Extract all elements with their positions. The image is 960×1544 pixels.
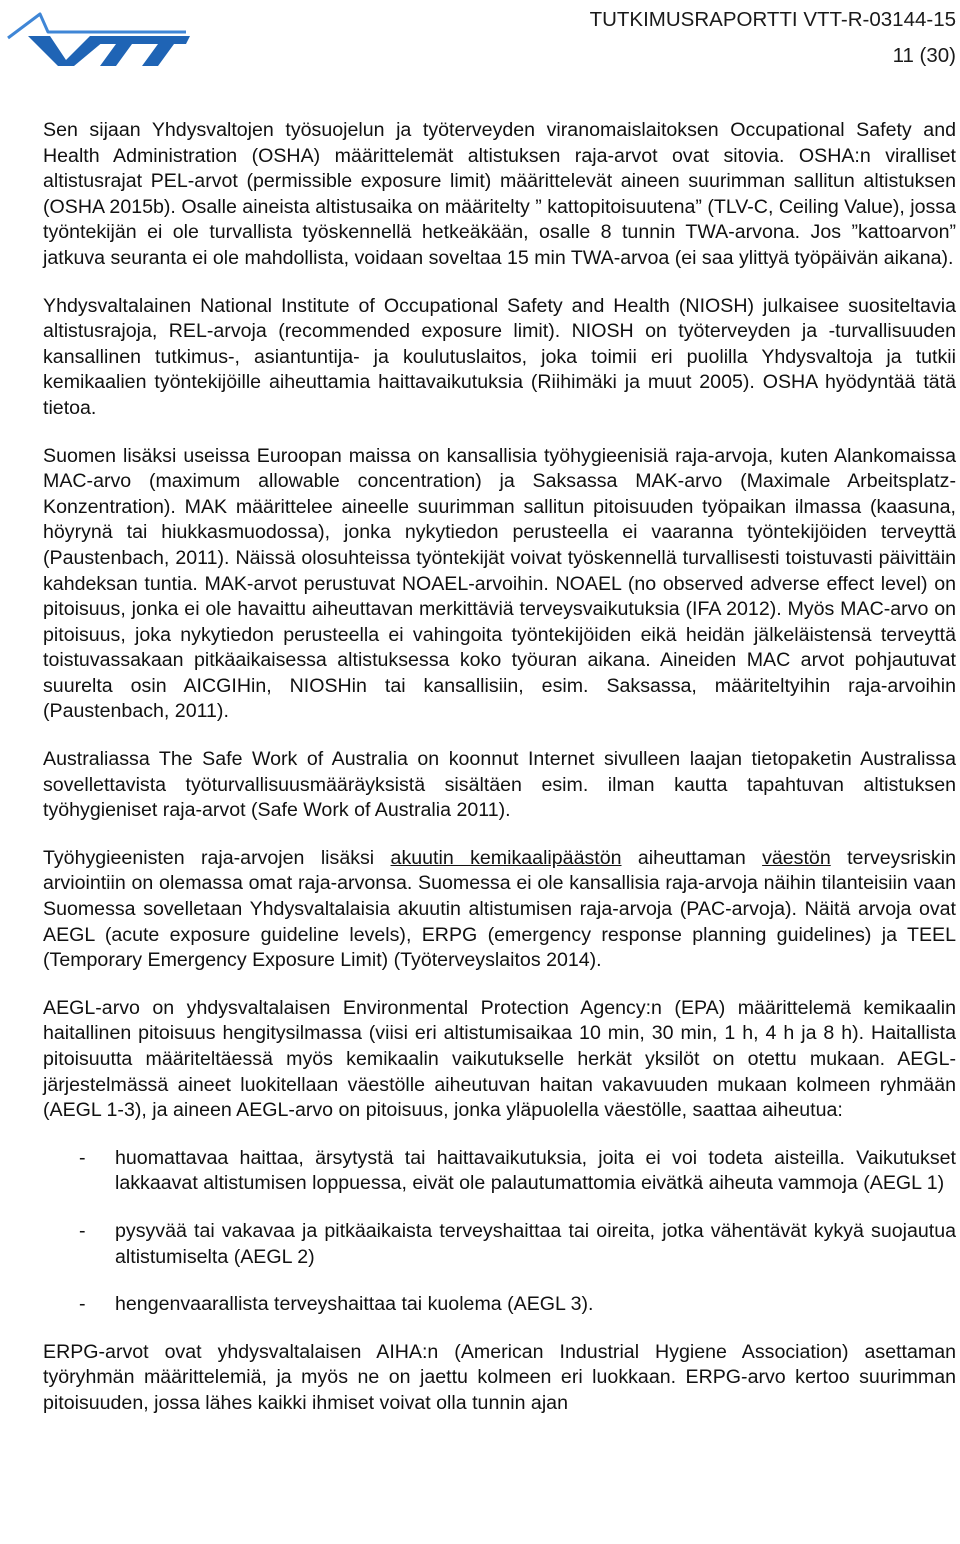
- list-item-text: pysyvää tai vakavaa ja pitkäaikaista terveyshaittaa tai oireita, jotka vähentävät kykyä suojautua altistumiselta (AEGL 2): [115, 1219, 956, 1268]
- dash-marker: -: [79, 1219, 86, 1242]
- paragraph-erpg: ERPG-arvot ovat yhdysvaltalaisen AIHA:n (American Industrial Hygiene Association) asettaman työryhmän määrittelemiä, ja myös ne on jaettu kolmeen eri luokkaan. ERPG-arvo kertoo suurimman pitoisuuden, jossa lähes kaikki ihmiset voivat olla tunnin ajan: [43, 1340, 956, 1414]
- paragraph-acute-text-1: Työhygieenisten raja-arvojen lisäksi: [43, 846, 391, 869]
- link-akuutin-kemikaalipaaston[interactable]: akuutin kemikaalipäästön: [390, 846, 622, 869]
- page-number: 11 (30): [892, 44, 956, 67]
- paragraph-acute-text-3: terveysriskin arviointiin on olemassa omat raja-arvonsa. Suomessa ei ole kansallisia raja-arvoja näihin tilanteisiin vaan Suomessa sovelletaan Yhdysvaltalaisia akuutin altistumisen raja-arvoja (PAC-arvoja). Näitä arvoja ovat AEGL (acute exposure guideline levels), ERPG (emergency response planning guidelines) ja TEEL (Temporary Emergency Exposure Limit) (Työterveyslaitos 2014).: [43, 846, 956, 972]
- list-item: [43, 1292, 956, 1318]
- list-item: [43, 1219, 956, 1270]
- paragraph-acute-limits: [43, 846, 956, 974]
- list-item-text: hengenvaarallista terveyshaittaa tai kuolema (AEGL 3).: [115, 1293, 594, 1316]
- dash-marker: -: [79, 1146, 86, 1169]
- paragraph-niosh: Yhdysvaltalainen National Institute of Occupational Safety and Health (NIOSH) julkaisee suositeltavia altistusrajoja, REL-arvoja (recommended exposure limit). NIOSH on työterveyden ja -turvallisuuden kansallinen tutkimus-, asiantuntija- ja koulutuslaitos, joka toimii eri puolilla Yhdysvaltoja ja tutkii kemikaalien työntekijöille aiheuttamia haittavaikutuksia (Riihimäki ja muut 2005). OSHA hyödyntää tätä tietoa.: [43, 294, 956, 419]
- paragraph-aegl: AEGL-arvo on yhdysvaltalaisen Environmental Protection Agency:n (EPA) määrittelemä kemikaalin haitallinen pitoisuus hengitysilmassa (viisi eri altistumisaikaa 10 min, 30 min, 1 h, 4 h ja 8 h). Haitallista pitoisuutta määriteltäessä myös kemikaalin vaikutukselle herkät yksilöt on otettu mukaan. AEGL-järjestelmässä aineet luokitellaan väestölle aiheutuvan haitan vakavuuden mukaan kolmeen ryhmään (AEGL 1-3), ja aineen AEGL-arvo on pitoisuus, jonka yläpuolella väestölle, saattaa aiheutua:: [43, 996, 956, 1122]
- paragraph-australia: Australiassa The Safe Work of Australia on koonnut Internet sivulleen laajan tietopaketin Australissa sovellettavista työturvallisuusmääräyksistä sisältäen esim. ilman kautta tapahtuvan altistuksen työhygieniset raja-arvot (Safe Work of Australia 2011).: [43, 748, 956, 822]
- aegl-list: [43, 1146, 956, 1318]
- list-item-text: huomattavaa haittaa, ärsytystä tai haittavaikutuksia, joita ei voi todeta aisteilla. Vaikutukset lakkaavat altistumisen loppuessa, eivät ole palautumattomia eivätkä aiheuta vammoja (AEGL 1): [115, 1146, 956, 1195]
- list-item: [43, 1146, 956, 1197]
- dash-marker: -: [79, 1293, 86, 1316]
- vtt-logo: [6, 2, 190, 66]
- vtt-logo-mark: [6, 2, 190, 66]
- paragraph-europe: Suomen lisäksi useissa Euroopan maissa on kansallisia työhygieenisiä raja-arvoja, kuten Alankomaissa MAC-arvo (maximum allowable concentration) ja Saksassa MAK-arvo (Maximale Arbeitsplatz-Konzentration). MAK määrittelee aineelle suurimman sallitun pitoisuuden työpaikan ilmassa (kaasuna, höyrynä tai hiukkasmuodossa), jonka nykytiedon perusteella ei vaaranna työntekijöiden terveyttä (Paustenbach, 2011). Näissä olosuhteissa työntekijät voivat työskennellä turvallisesti toistuvasti päivittäin kahdeksan tuntia. MAK-arvot perustuvat NOAEL-arvoihin. NOAEL (no observed adverse effect level) on pitoisuus, jonka ei ole havaittu aiheuttavan merkittäviä terveysvaikutuksia (IFA 2012). Myös MAC-arvo on pitoisuus, joka nykytiedon perusteella ei vahingoita työntekijöiden eikä heidän jälkeläistensä terveyttä toistuvassakaan pitkäaikaisessa altistuksessa koko työuran aikana. Aineiden MAC arvot pohjautuvat suurelta osin AICGIHin, NIOSHin tai kansallisiin, esim. Saksassa, määriteltyihin raja-arvoihin (Paustenbach, 2011).: [43, 444, 956, 723]
- paragraph-acute-text-2: aiheuttaman: [621, 846, 763, 869]
- paragraph-osha: Sen sijaan Yhdysvaltojen työsuojelun ja työterveyden viranomaislaitoksen Occupational Safety and Health Administration (OSHA) määrittelemät altistuksen raja-arvot ovat sitovia. OSHA:n viralliset altistusrajat PEL-arvot (permissible exposure limit) määrittelevät aineen suurimman sallitun altistuksen (OSHA 2015b). Osalle aineista altistusaika on määritelty ” kattopitoisuutena” (TLV-C, Ceiling Value), jossa työntekijän ei ole turvallista työskennellä hetkeäkään, osalle 8 tunnin TWA-arvona. Jos ”kattoarvon” jatkuva seuranta ei ole mahdollista, voidaan soveltaa 15 min TWA-arvoa (ei saa ylittyä työpäivän aikana).: [43, 119, 956, 269]
- link-vaeston[interactable]: väestön: [762, 846, 831, 869]
- document-body: [43, 118, 956, 1439]
- report-id: TUTKIMUSRAPORTTI VTT-R-03144-15: [589, 8, 956, 31]
